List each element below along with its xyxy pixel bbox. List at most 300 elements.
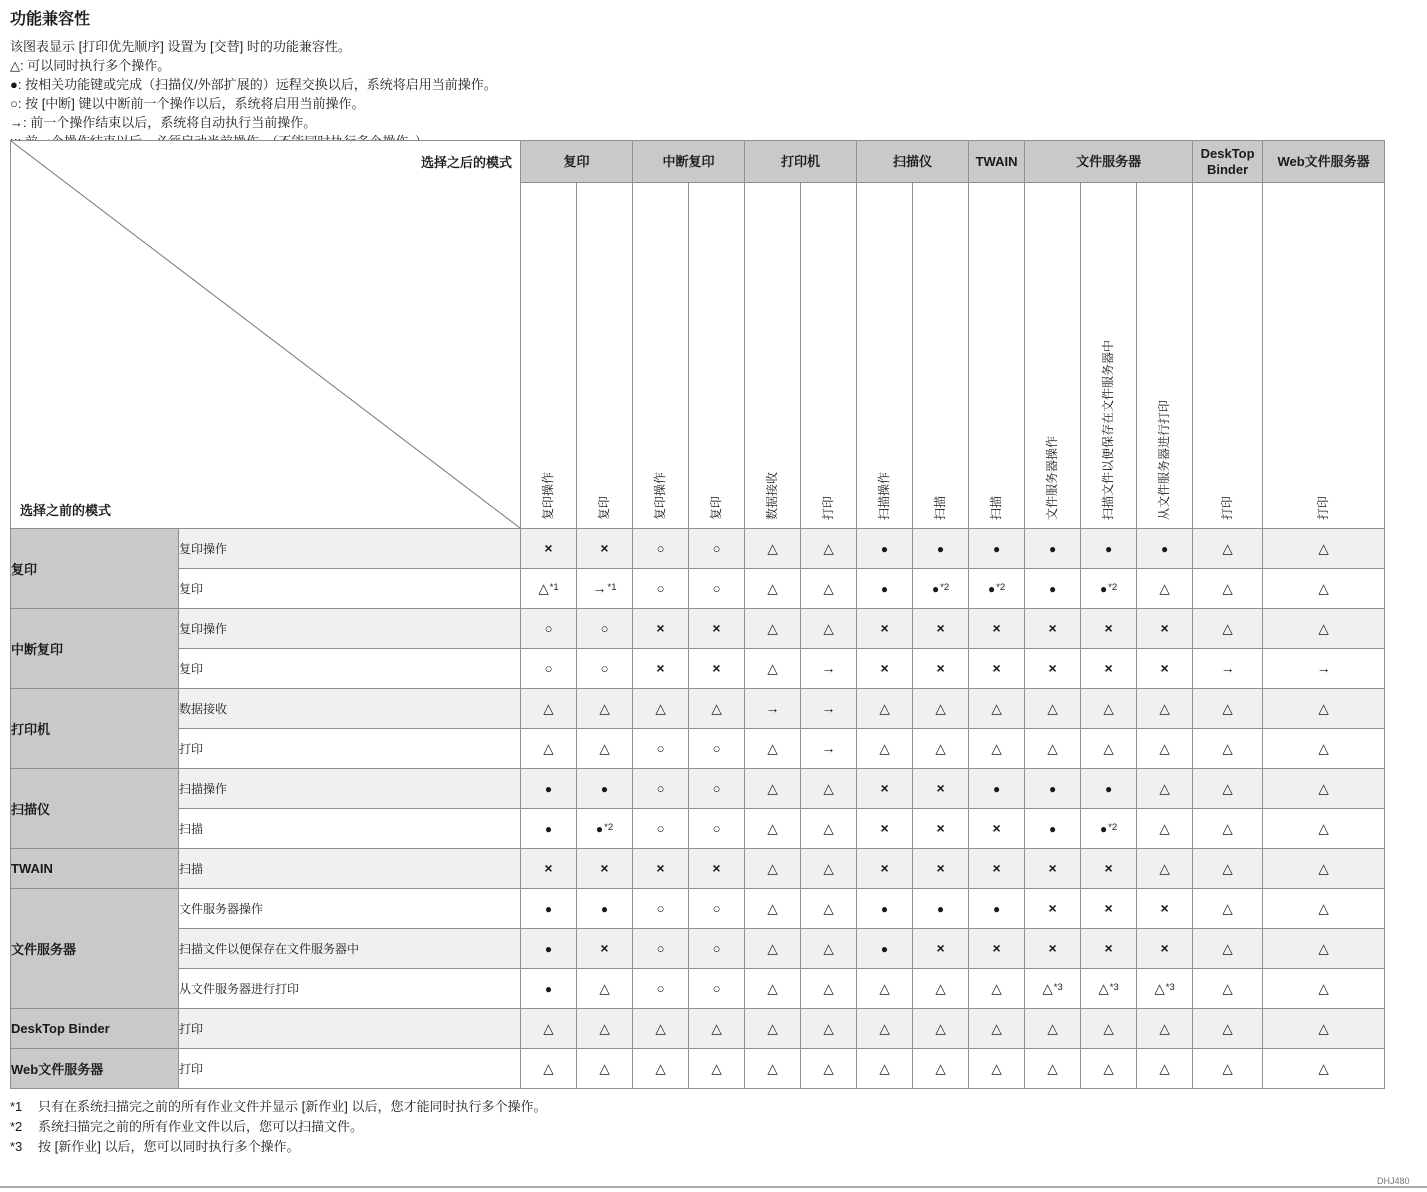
- compat-cell: [633, 649, 689, 689]
- symbol-x: ×: [656, 860, 665, 876]
- legend-line: →: 前一个操作结束以后，系统将自动执行当前操作。: [10, 115, 317, 130]
- sub-column-label: 扫描操作: [876, 471, 891, 520]
- footnote-marker: *2: [10, 1119, 23, 1134]
- compat-cell: [1025, 1049, 1081, 1089]
- compat-cell: [577, 969, 633, 1009]
- compat-cell: [913, 809, 969, 849]
- compat-cell: [633, 609, 689, 649]
- compat-cell: [633, 769, 689, 809]
- compat-cell: [633, 849, 689, 889]
- symbol-triangle: △: [1318, 781, 1329, 796]
- symbol-arrow: →: [821, 700, 836, 716]
- compat-cell: [577, 1009, 633, 1049]
- symbol-x: ×: [1048, 660, 1057, 676]
- symbol-triangle: △: [767, 621, 778, 636]
- compat-cell: [1193, 929, 1263, 969]
- compat-cell: [689, 1049, 745, 1089]
- symbol-triangle: △: [1318, 941, 1329, 956]
- symbol-arrow: →: [765, 700, 780, 716]
- compat-cell: [913, 849, 969, 889]
- symbol-triangle: △: [1103, 1061, 1114, 1076]
- symbol-circle: ○: [656, 821, 665, 836]
- symbol-triangle: △: [599, 701, 610, 716]
- compat-cell: [1081, 809, 1137, 849]
- compat-cell: [521, 929, 577, 969]
- symbol-triangle: △: [935, 1061, 946, 1076]
- watermark: DHJ480: [1377, 1176, 1410, 1186]
- symbol-dot: ●: [880, 582, 889, 596]
- compat-cell: [969, 849, 1025, 889]
- symbol-triangle: △: [543, 1021, 554, 1036]
- compat-cell: [1025, 1009, 1081, 1049]
- compat-cell: [801, 849, 857, 889]
- symbol-circle: ○: [544, 621, 553, 636]
- footnote: [10, 1137, 546, 1157]
- column-group-header: 文件服务器: [1025, 141, 1193, 183]
- symbol-x: ×: [600, 860, 609, 876]
- symbol-triangle: △: [767, 901, 778, 916]
- bottom-rule: [0, 1186, 1427, 1188]
- compat-cell: [633, 1009, 689, 1049]
- compat-cell: [1137, 769, 1193, 809]
- footnotes: [10, 1097, 546, 1157]
- symbol-x: ×: [544, 540, 553, 556]
- compat-cell: [1263, 689, 1385, 729]
- compat-cell: [577, 529, 633, 569]
- compat-cell: [1081, 609, 1137, 649]
- symbol-triangle: △: [1159, 581, 1170, 596]
- compat-cell: [969, 769, 1025, 809]
- sub-column-label: 从文件服务器进行打印: [1156, 399, 1171, 520]
- compat-cell: [913, 1009, 969, 1049]
- footnote-ref: *2: [604, 822, 614, 833]
- symbol-triangle: △: [599, 741, 610, 756]
- symbol-arrow: →: [821, 740, 836, 756]
- compat-cell: [1193, 769, 1263, 809]
- symbol-triangle: △: [823, 901, 834, 916]
- symbol-x: ×: [992, 940, 1001, 956]
- sub-column-header: [1137, 183, 1193, 529]
- compat-cell: [801, 569, 857, 609]
- symbol-circle: ○: [600, 621, 609, 636]
- symbol-triangle: △: [599, 1061, 610, 1076]
- compat-cell: [1025, 849, 1081, 889]
- symbol-x: ×: [992, 620, 1001, 636]
- symbol-dot: ●: [1099, 582, 1108, 596]
- table-row: [11, 609, 1385, 649]
- compat-cell: [1263, 609, 1385, 649]
- symbol-dot: ●: [1048, 542, 1057, 556]
- compat-cell: [521, 1049, 577, 1089]
- symbol-x: ×: [880, 620, 889, 636]
- symbol-x: ×: [936, 780, 945, 796]
- symbol-x: ×: [712, 660, 721, 676]
- row-sub-label: 打印: [179, 1049, 521, 1089]
- symbol-triangle: △: [655, 1021, 666, 1036]
- symbol-dot: ●: [880, 942, 889, 956]
- compat-cell: [1193, 1049, 1263, 1089]
- compat-cell: [1025, 969, 1081, 1009]
- sub-column-label: 复印操作: [540, 471, 555, 520]
- symbol-x: ×: [1104, 900, 1113, 916]
- footnote-ref: *3: [1109, 982, 1119, 993]
- compat-cell: [689, 769, 745, 809]
- symbol-triangle: △: [711, 1021, 722, 1036]
- table-row: [11, 849, 1385, 889]
- compat-cell: [1193, 889, 1263, 929]
- compat-cell: [689, 849, 745, 889]
- symbol-triangle: △: [1318, 741, 1329, 756]
- column-group-header: TWAIN: [969, 141, 1025, 183]
- compat-cell: [913, 969, 969, 1009]
- compat-cell: [633, 529, 689, 569]
- symbol-circle: ○: [712, 581, 721, 596]
- row-sub-label: 扫描文件以便保存在文件服务器中: [179, 929, 521, 969]
- compat-cell: [857, 969, 913, 1009]
- symbol-triangle: △: [1047, 701, 1058, 716]
- symbol-triangle: △: [1159, 701, 1170, 716]
- symbol-dot: ●: [544, 902, 553, 916]
- compat-cell: [633, 569, 689, 609]
- sub-column-label: 打印: [820, 495, 835, 520]
- compat-cell: [969, 889, 1025, 929]
- compat-cell: [689, 529, 745, 569]
- compat-cell: [969, 729, 1025, 769]
- row-sub-label: 扫描: [179, 809, 521, 849]
- symbol-triangle: △: [1222, 1061, 1233, 1076]
- symbol-circle: ○: [656, 901, 665, 916]
- symbol-dot: ●: [931, 582, 940, 596]
- compat-cell: [1137, 649, 1193, 689]
- compat-cell: [913, 529, 969, 569]
- row-sub-label: 扫描: [179, 849, 521, 889]
- compat-cell: [801, 649, 857, 689]
- symbol-circle: ○: [656, 781, 665, 796]
- compat-cell: [633, 689, 689, 729]
- compat-cell: [577, 849, 633, 889]
- symbol-circle: ○: [712, 541, 721, 556]
- symbol-x: ×: [712, 620, 721, 636]
- symbol-triangle: △: [599, 981, 610, 996]
- symbol-triangle: △: [543, 701, 554, 716]
- row-sub-label: 数据接收: [179, 689, 521, 729]
- compat-cell: [689, 969, 745, 1009]
- symbol-x: ×: [544, 860, 553, 876]
- symbol-dot: ●: [544, 782, 553, 796]
- compat-cell: [1193, 1009, 1263, 1049]
- symbol-triangle: △: [991, 1061, 1002, 1076]
- compat-cell: [969, 529, 1025, 569]
- compat-cell: [1193, 969, 1263, 1009]
- symbol-dot: ●: [1160, 542, 1169, 556]
- symbol-triangle: △: [991, 741, 1002, 756]
- compat-cell: [1137, 529, 1193, 569]
- symbol-dot: ●: [992, 782, 1001, 796]
- legend-line: ●: 按相关功能键或完成（扫描仪/外部扩展的）远程交换以后，系统将启用当前操作。: [10, 77, 497, 92]
- sub-column-header: [521, 183, 577, 529]
- compat-cell: [689, 889, 745, 929]
- symbol-x: ×: [1104, 660, 1113, 676]
- compat-cell: [521, 809, 577, 849]
- compat-cell: [1081, 889, 1137, 929]
- compat-cell: [1263, 849, 1385, 889]
- symbol-circle: ○: [656, 741, 665, 756]
- symbol-triangle: △: [538, 581, 549, 596]
- symbol-arrow: →: [1220, 660, 1235, 676]
- row-sub-label: 扫描操作: [179, 769, 521, 809]
- footnote-ref: *3: [1165, 982, 1175, 993]
- compat-cell: [521, 529, 577, 569]
- compat-cell: [1193, 809, 1263, 849]
- sub-column-header: [857, 183, 913, 529]
- row-group-header: 复印: [11, 529, 179, 609]
- symbol-triangle: △: [543, 1061, 554, 1076]
- compat-cell: [1081, 649, 1137, 689]
- symbol-x: ×: [936, 820, 945, 836]
- symbol-dot: ●: [987, 582, 996, 596]
- compat-cell: [913, 569, 969, 609]
- symbol-triangle: △: [991, 1021, 1002, 1036]
- symbol-circle: ○: [712, 981, 721, 996]
- compat-cell: [745, 609, 801, 649]
- table-row: [11, 1009, 1385, 1049]
- sub-column-label: 打印: [1219, 495, 1234, 520]
- symbol-triangle: △: [711, 701, 722, 716]
- compat-cell: [857, 889, 913, 929]
- symbol-x: ×: [880, 780, 889, 796]
- compat-cell: [1025, 529, 1081, 569]
- symbol-triangle: △: [1159, 1021, 1170, 1036]
- compat-cell: [969, 1009, 1025, 1049]
- footnote-ref: *3: [1053, 982, 1063, 993]
- compat-cell: [1137, 849, 1193, 889]
- table-row: [11, 649, 1385, 689]
- compat-cell: [1081, 729, 1137, 769]
- symbol-x: ×: [936, 620, 945, 636]
- compat-cell: [745, 809, 801, 849]
- compat-cell: [689, 569, 745, 609]
- compat-cell: [969, 569, 1025, 609]
- symbol-x: ×: [992, 820, 1001, 836]
- sub-column-header: [745, 183, 801, 529]
- symbol-triangle: △: [1318, 621, 1329, 636]
- symbol-x: ×: [1048, 900, 1057, 916]
- symbol-triangle: △: [767, 781, 778, 796]
- symbol-circle: ○: [712, 901, 721, 916]
- compat-cell: [1137, 1049, 1193, 1089]
- compat-cell: [521, 969, 577, 1009]
- compat-cell: [1193, 569, 1263, 609]
- row-group-header: 中断复印: [11, 609, 179, 689]
- compat-cell: [1081, 529, 1137, 569]
- symbol-triangle: △: [767, 741, 778, 756]
- compat-cell: [1193, 649, 1263, 689]
- compat-cell: [1263, 769, 1385, 809]
- symbol-x: ×: [880, 660, 889, 676]
- symbol-triangle: △: [1047, 1061, 1058, 1076]
- symbol-triangle: △: [1318, 981, 1329, 996]
- compat-cell: [857, 689, 913, 729]
- symbol-dot: ●: [1104, 542, 1113, 556]
- symbol-triangle: △: [1222, 541, 1233, 556]
- compat-cell: [1025, 769, 1081, 809]
- symbol-dot: ●: [595, 822, 604, 836]
- symbol-triangle: △: [1103, 701, 1114, 716]
- compat-cell: [1263, 969, 1385, 1009]
- symbol-x: ×: [1048, 860, 1057, 876]
- symbol-triangle: △: [767, 861, 778, 876]
- compat-cell: [969, 1049, 1025, 1089]
- compat-cell: [1081, 929, 1137, 969]
- compat-cell: [745, 969, 801, 1009]
- column-group-header: DeskTop Binder: [1193, 141, 1263, 183]
- sub-column-header: [577, 183, 633, 529]
- symbol-triangle: △: [1318, 901, 1329, 916]
- compat-cell: [857, 729, 913, 769]
- compat-cell: [745, 889, 801, 929]
- compat-cell: [913, 929, 969, 969]
- compat-cell: [1263, 649, 1385, 689]
- symbol-dot: ●: [1048, 782, 1057, 796]
- compat-cell: [689, 729, 745, 769]
- row-sub-label: 打印: [179, 729, 521, 769]
- compat-cell: [1137, 809, 1193, 849]
- compat-cell: [1025, 569, 1081, 609]
- compat-cell: [633, 889, 689, 929]
- symbol-x: ×: [1160, 940, 1169, 956]
- compat-cell: [689, 649, 745, 689]
- footnote-text: 按 [新作业] 以后，您可以同时执行多个操作。: [38, 1139, 300, 1154]
- compat-cell: [801, 929, 857, 969]
- column-group-header: 打印机: [745, 141, 857, 183]
- symbol-x: ×: [656, 660, 665, 676]
- symbol-x: ×: [936, 860, 945, 876]
- sub-column-label: 复印: [708, 495, 723, 520]
- symbol-arrow: →: [592, 580, 607, 596]
- symbol-triangle: △: [823, 861, 834, 876]
- legend-line: △: 可以同时执行多个操作。: [10, 58, 171, 73]
- footnote-ref: *1: [607, 582, 617, 593]
- symbol-dot: ●: [992, 542, 1001, 556]
- symbol-triangle: △: [1318, 1021, 1329, 1036]
- footnote-ref: *2: [996, 582, 1006, 593]
- compat-cell: [801, 1009, 857, 1049]
- compat-cell: [801, 1049, 857, 1089]
- compat-cell: [801, 889, 857, 929]
- symbol-triangle: △: [935, 1021, 946, 1036]
- symbol-triangle: △: [1103, 741, 1114, 756]
- compat-cell: [1025, 889, 1081, 929]
- symbol-triangle: △: [767, 581, 778, 596]
- symbol-triangle: △: [1318, 1061, 1329, 1076]
- compat-cell: [521, 649, 577, 689]
- compat-cell: [1025, 689, 1081, 729]
- symbol-dot: ●: [992, 902, 1001, 916]
- symbol-triangle: △: [1222, 581, 1233, 596]
- compat-cell: [1137, 1009, 1193, 1049]
- compat-cell: [801, 769, 857, 809]
- compat-cell: [1025, 729, 1081, 769]
- sub-column-label: 打印: [1315, 495, 1330, 520]
- compat-cell: [577, 729, 633, 769]
- symbol-x: ×: [1104, 940, 1113, 956]
- symbol-dot: ●: [1048, 822, 1057, 836]
- symbol-triangle: △: [1318, 861, 1329, 876]
- symbol-circle: ○: [544, 661, 553, 676]
- row-sub-label: 复印操作: [179, 529, 521, 569]
- symbol-triangle: △: [711, 1061, 722, 1076]
- compat-cell: [1081, 1049, 1137, 1089]
- compat-cell: [1137, 569, 1193, 609]
- symbol-x: ×: [600, 940, 609, 956]
- symbol-x: ×: [1104, 860, 1113, 876]
- compat-cell: [1263, 1009, 1385, 1049]
- sub-column-label: 扫描: [932, 495, 947, 520]
- sub-column-header: [913, 183, 969, 529]
- table-row: [11, 529, 1385, 569]
- symbol-triangle: △: [1222, 941, 1233, 956]
- compat-cell: [1137, 969, 1193, 1009]
- symbol-triangle: △: [1222, 781, 1233, 796]
- sub-column-label: 文件服务器操作: [1044, 435, 1059, 520]
- symbol-x: ×: [1104, 620, 1113, 636]
- corner-cell: [11, 141, 521, 529]
- sub-column-label: 复印: [596, 495, 611, 520]
- compat-cell: [1193, 849, 1263, 889]
- sub-column-label: 复印操作: [652, 471, 667, 520]
- footnote-marker: *1: [10, 1099, 23, 1114]
- table-row: [11, 729, 1385, 769]
- symbol-circle: ○: [712, 741, 721, 756]
- column-group-header: 中断复印: [633, 141, 745, 183]
- symbol-triangle: △: [1042, 981, 1053, 996]
- symbol-circle: ○: [712, 821, 721, 836]
- compat-cell: [969, 969, 1025, 1009]
- symbol-triangle: △: [767, 941, 778, 956]
- symbol-triangle: △: [1222, 981, 1233, 996]
- sub-column-header: [1081, 183, 1137, 529]
- sub-column-label: 扫描文件以便保存在文件服务器中: [1100, 339, 1115, 520]
- compat-cell: [1263, 929, 1385, 969]
- compat-cell: [1025, 609, 1081, 649]
- symbol-triangle: △: [879, 741, 890, 756]
- compat-cell: [521, 849, 577, 889]
- compat-cell: [801, 969, 857, 1009]
- compat-cell: [633, 969, 689, 1009]
- symbol-circle: ○: [656, 581, 665, 596]
- compat-cell: [857, 769, 913, 809]
- symbol-dot: ●: [880, 902, 889, 916]
- row-sub-label: 从文件服务器进行打印: [179, 969, 521, 1009]
- symbol-x: ×: [880, 860, 889, 876]
- compat-cell: [1263, 729, 1385, 769]
- compat-cell: [857, 849, 913, 889]
- row-sub-label: 复印操作: [179, 609, 521, 649]
- symbol-triangle: △: [1047, 741, 1058, 756]
- compatibility-table: [10, 140, 1385, 1089]
- compat-cell: [689, 689, 745, 729]
- compat-cell: [857, 809, 913, 849]
- compat-cell: [577, 889, 633, 929]
- compat-cell: [913, 689, 969, 729]
- symbol-x: ×: [880, 820, 889, 836]
- symbol-triangle: △: [991, 701, 1002, 716]
- table-row: [11, 689, 1385, 729]
- column-group-header: 扫描仪: [857, 141, 969, 183]
- compat-cell: [857, 1049, 913, 1089]
- row-group-header: 文件服务器: [11, 889, 179, 1009]
- compat-cell: [913, 729, 969, 769]
